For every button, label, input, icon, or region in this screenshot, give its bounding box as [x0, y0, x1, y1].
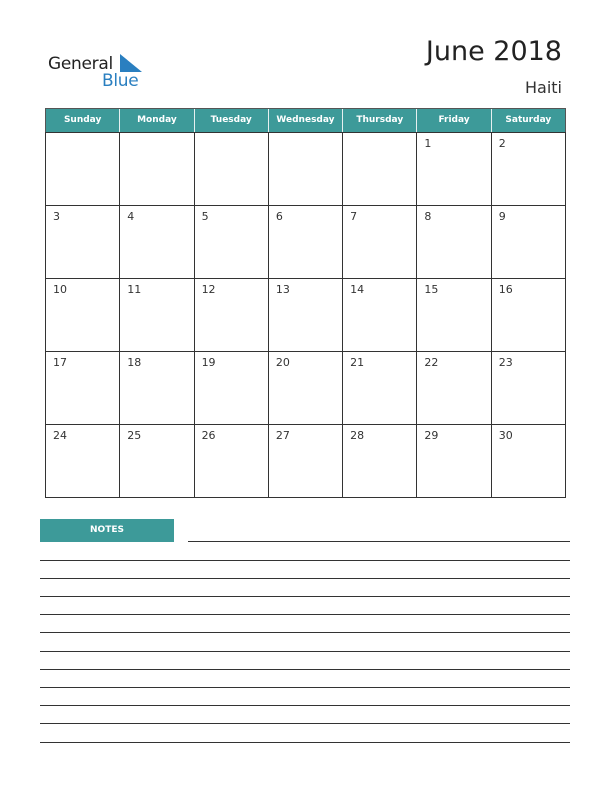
notes-line	[40, 614, 570, 615]
day-number: 6	[275, 210, 283, 223]
notes-line	[40, 596, 570, 597]
logo-blue-text: Blue	[102, 71, 139, 91]
calendar-day-cell	[492, 133, 566, 206]
day-number: 4	[127, 210, 135, 223]
calendar-day-cell	[195, 425, 269, 498]
calendar-day-cell	[343, 352, 417, 425]
notes-label: NOTES	[40, 519, 174, 542]
notes-line	[40, 669, 570, 670]
day-number: 2	[498, 137, 506, 150]
notes-line	[40, 723, 570, 724]
calendar-day-cell	[120, 425, 194, 498]
day-number: 22	[424, 356, 439, 369]
day-number: 24	[53, 429, 67, 442]
calendar-day-cell	[120, 206, 194, 279]
calendar-day-cell	[195, 206, 269, 279]
calendar-day-cell	[343, 425, 417, 498]
country-subtitle: Haiti	[525, 78, 562, 97]
calendar-day-cell	[269, 352, 343, 425]
day-name-wednesday: Wednesday	[269, 109, 343, 132]
day-number: 11	[127, 283, 142, 296]
day-number: 1	[424, 137, 432, 150]
day-name-friday: Friday	[417, 109, 491, 132]
page-title: June 2018	[425, 36, 562, 67]
calendar-header-row	[45, 108, 566, 132]
calendar-day-cell	[46, 206, 120, 279]
calendar-day-cell	[417, 279, 491, 352]
day-name-tuesday: Tuesday	[195, 109, 269, 132]
day-number: 27	[275, 429, 290, 442]
calendar-day-cell	[417, 352, 491, 425]
day-number: 10	[53, 283, 67, 296]
calendar-day-cell	[269, 133, 343, 206]
calendar-day-cell	[492, 425, 566, 498]
calendar-day-cell	[120, 279, 194, 352]
day-number: 18	[127, 356, 142, 369]
day-number: 29	[424, 429, 439, 442]
notes-line	[40, 742, 570, 743]
notes-line	[188, 541, 570, 542]
day-number: 14	[350, 283, 365, 296]
calendar-day-cell	[46, 352, 120, 425]
calendar-body	[45, 132, 566, 498]
calendar-day-cell	[46, 279, 120, 352]
day-number: 12	[201, 283, 216, 296]
calendar-day-cell	[269, 279, 343, 352]
day-number: 26	[201, 429, 216, 442]
day-number: 25	[127, 429, 142, 442]
day-number: 7	[350, 210, 358, 223]
day-number: 5	[201, 210, 209, 223]
calendar-day-cell	[492, 352, 566, 425]
calendar-day-cell	[195, 352, 269, 425]
notes-line	[40, 632, 570, 633]
day-number: 3	[53, 210, 60, 223]
calendar-day-cell	[120, 133, 194, 206]
calendar-day-cell	[492, 279, 566, 352]
day-number: 20	[275, 356, 290, 369]
notes-line	[40, 578, 570, 579]
day-number: 28	[350, 429, 365, 442]
day-number: 13	[275, 283, 290, 296]
notes-line	[40, 651, 570, 652]
notes-line	[40, 705, 570, 706]
day-number: 8	[424, 210, 432, 223]
notes-line	[40, 687, 570, 688]
logo-triangle-icon	[120, 54, 142, 72]
logo-general-text: General	[48, 54, 113, 74]
calendar-day-cell	[343, 206, 417, 279]
day-name-monday: Monday	[120, 109, 194, 132]
day-number: 15	[424, 283, 439, 296]
logo	[48, 52, 158, 92]
calendar-day-cell	[46, 425, 120, 498]
day-number: 30	[498, 429, 513, 442]
calendar-day-cell	[120, 352, 194, 425]
calendar-day-cell	[417, 133, 491, 206]
calendar-day-cell	[46, 133, 120, 206]
calendar-day-cell	[195, 279, 269, 352]
day-number: 17	[53, 356, 67, 369]
day-number: 9	[498, 210, 506, 223]
day-number: 23	[498, 356, 513, 369]
day-name-sunday: Sunday	[46, 109, 120, 132]
calendar-day-cell	[269, 425, 343, 498]
day-number: 21	[350, 356, 365, 369]
day-number: 16	[498, 283, 513, 296]
calendar-day-cell	[343, 279, 417, 352]
day-name-thursday: Thursday	[343, 109, 417, 132]
calendar-grid	[45, 108, 566, 499]
calendar-day-cell	[195, 133, 269, 206]
calendar-day-cell	[492, 206, 566, 279]
calendar-day-cell	[269, 206, 343, 279]
calendar-day-cell	[343, 133, 417, 206]
calendar-day-cell	[417, 206, 491, 279]
day-name-saturday: Saturday	[505, 115, 552, 125]
day-number: 19	[201, 356, 216, 369]
notes-line	[40, 560, 570, 561]
calendar-day-cell	[417, 425, 491, 498]
